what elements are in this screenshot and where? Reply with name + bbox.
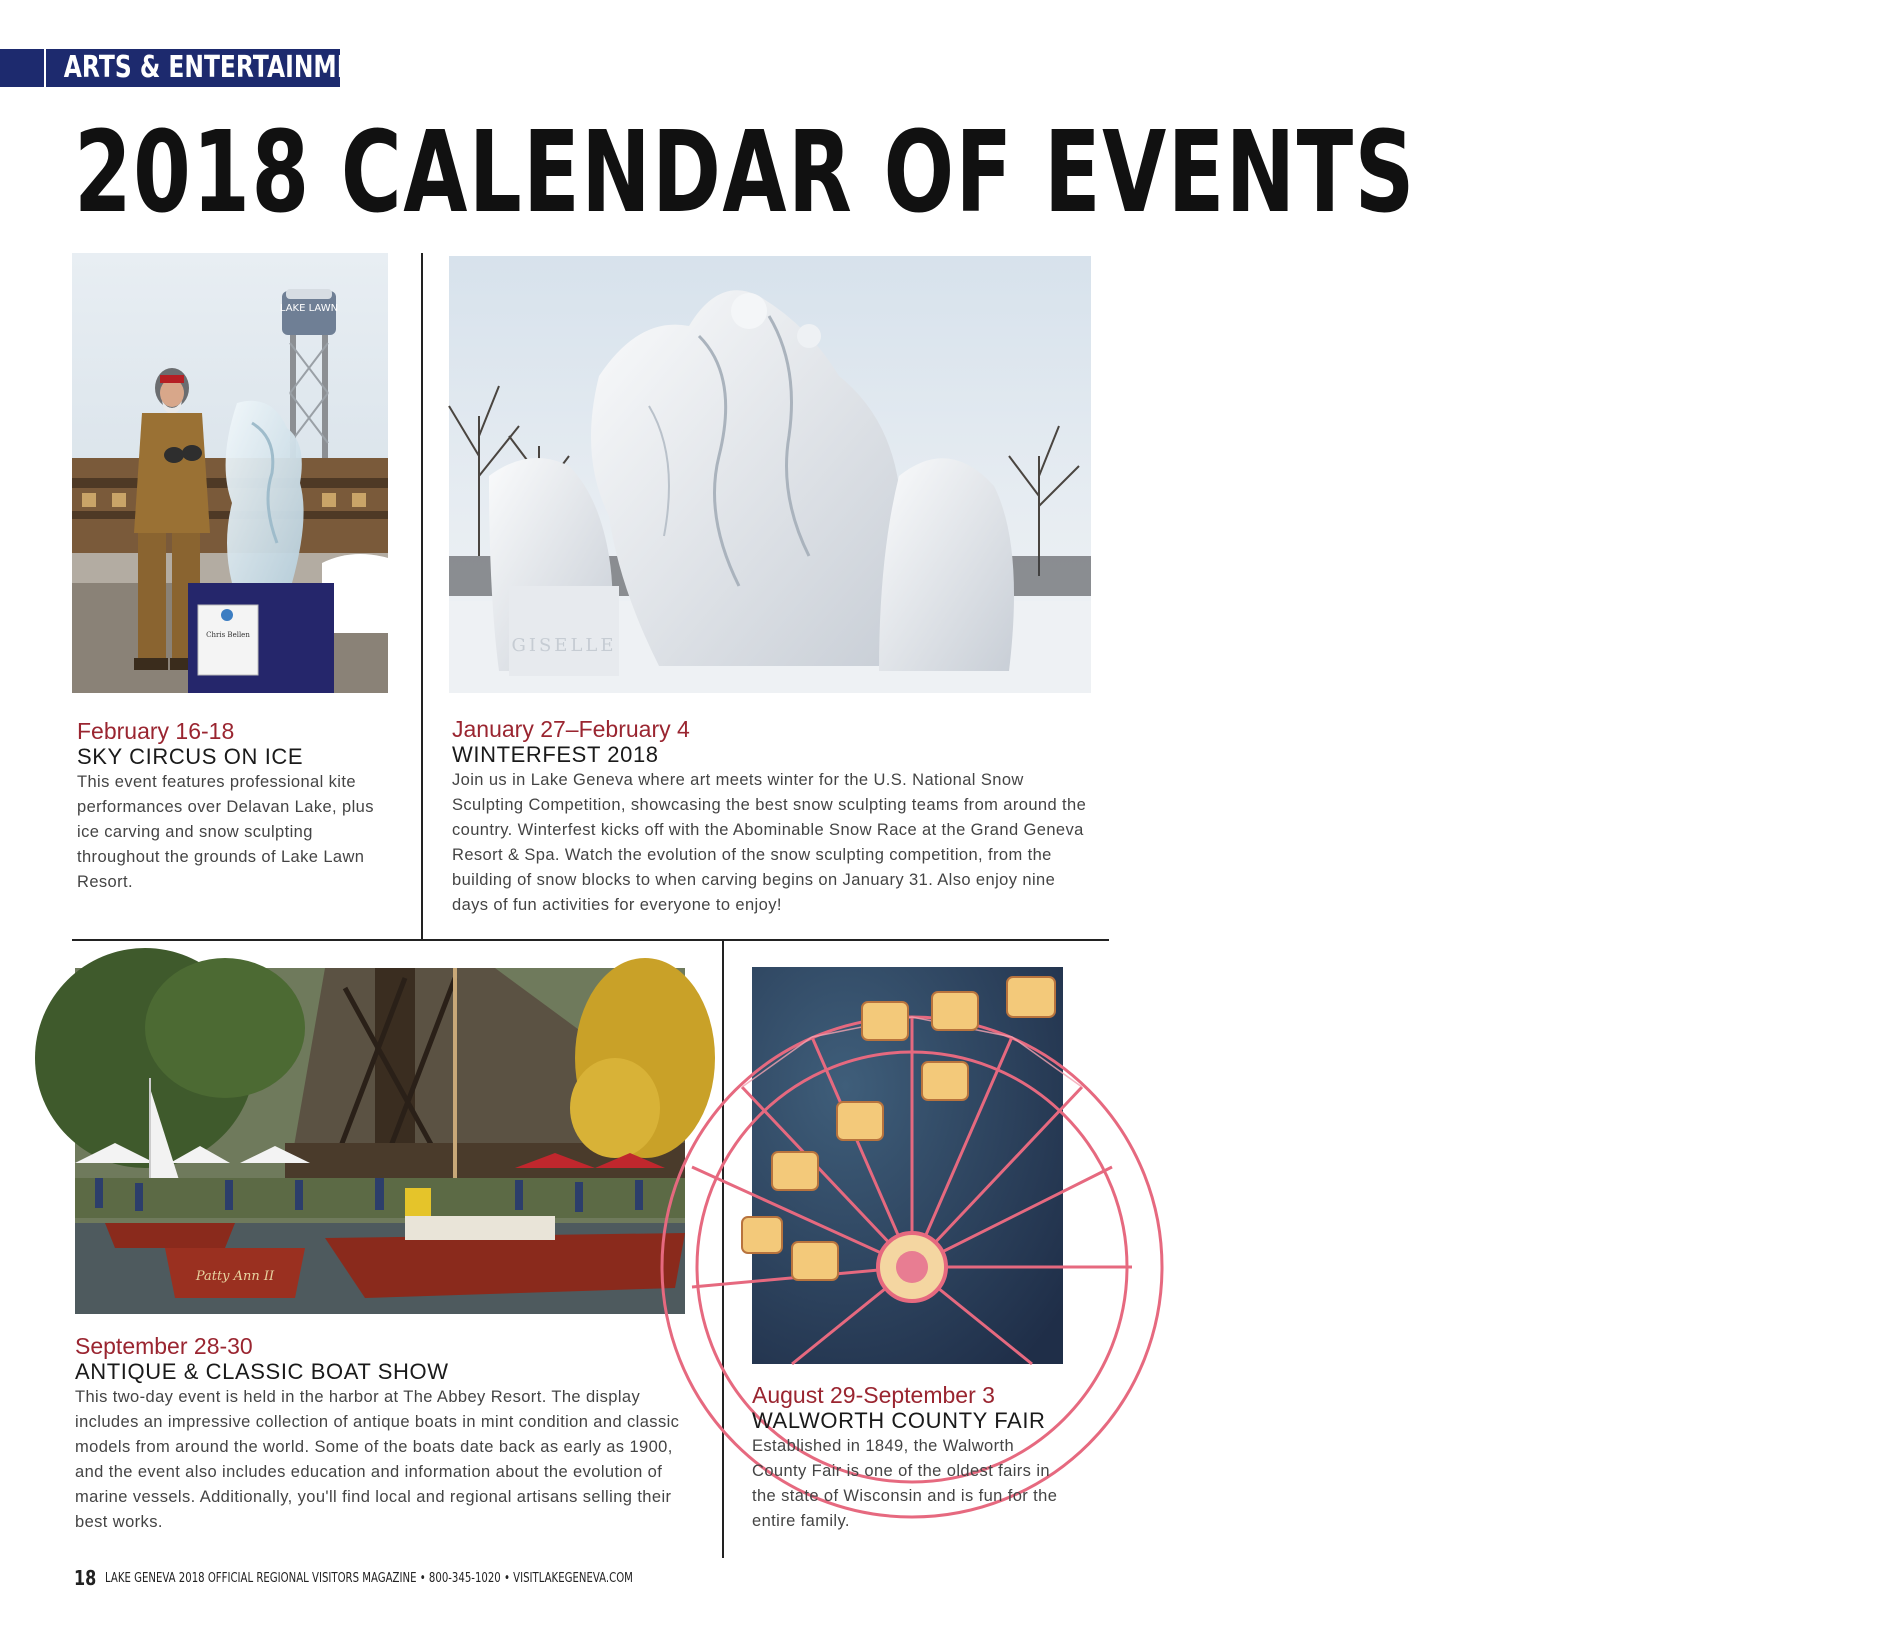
ice-carver-photo (72, 253, 388, 693)
event-date: September 28-30 (75, 1333, 253, 1359)
event-name: ANTIQUE & CLASSIC BOAT SHOW (75, 1359, 449, 1384)
snow-sculpture-photo (449, 256, 1091, 693)
row-divider (72, 939, 1109, 941)
event-description: This two-day event is held in the harbor at The Abbey Resort. The display includes an impressive collection of antique boats in mint condition and classic models from around the world. Some of the boats date back as early as 1900, and the event also includes education and information about the evolution of marine vessels. Additionally, you'll find local and regional artisans selling their best works. (75, 1388, 680, 1531)
event-description: This event features professional kite performances over Delavan Lake, plus ice carving and snow sculpting throughout the grounds of Lake Lawn Resort. (77, 773, 374, 891)
event-name: SKY CIRCUS ON ICE (77, 744, 304, 769)
boat-name-text: Patty Ann II (195, 1269, 275, 1284)
water-tower-sign: LAKE LAWN (279, 303, 339, 314)
event-date: February 16-18 (77, 718, 235, 744)
event-description: Established in 1849, the Walworth County Fair is one of the oldest fairs in the state of Wisconsin and is fun for the entire family. (752, 1437, 1058, 1530)
pedestal-plaque-text: Chris Bellen (206, 631, 250, 639)
page-number: 18 (74, 1566, 97, 1590)
event-name: WALWORTH COUNTY FAIR (752, 1408, 1046, 1433)
sculpture-carved-text: GISELLE (511, 635, 617, 656)
event-name: WINTERFEST 2018 (452, 742, 659, 767)
page-title: 2018 CALENDAR OF EVENTS (74, 108, 1416, 238)
column-divider-bottom (722, 941, 724, 1558)
event-date: January 27–February 4 (452, 716, 690, 742)
event-description: Join us in Lake Geneva where art meets winter for the U.S. National Snow Sculpting Competition, showcasing the best snow sculpting teams from around the country. Winterfest kicks off with the Abominable Snow Race at the Grand Geneva Resort & Spa. Watch the evolution of the snow sculpting competition, from the building of snow blocks to when carving begins on January 31. Also enjoy nine days of fun activities for everyone to enjoy! (452, 771, 1087, 914)
column-divider-top (421, 253, 423, 939)
section-tag-bar (0, 49, 44, 87)
section-tag: ARTS & ENTERTAINMENT (46, 49, 340, 87)
event-date: August 29-September 3 (752, 1382, 995, 1408)
boat-show-photo (75, 968, 685, 1314)
footer-text: LAKE GENEVA 2018 OFFICIAL REGIONAL VISITORS MAGAZINE • 800-345-1020 • VISITLAKEGENEVA.COM (104, 1570, 633, 1586)
ferris-wheel-photo (752, 967, 1063, 1364)
page-footer (74, 1566, 782, 1594)
